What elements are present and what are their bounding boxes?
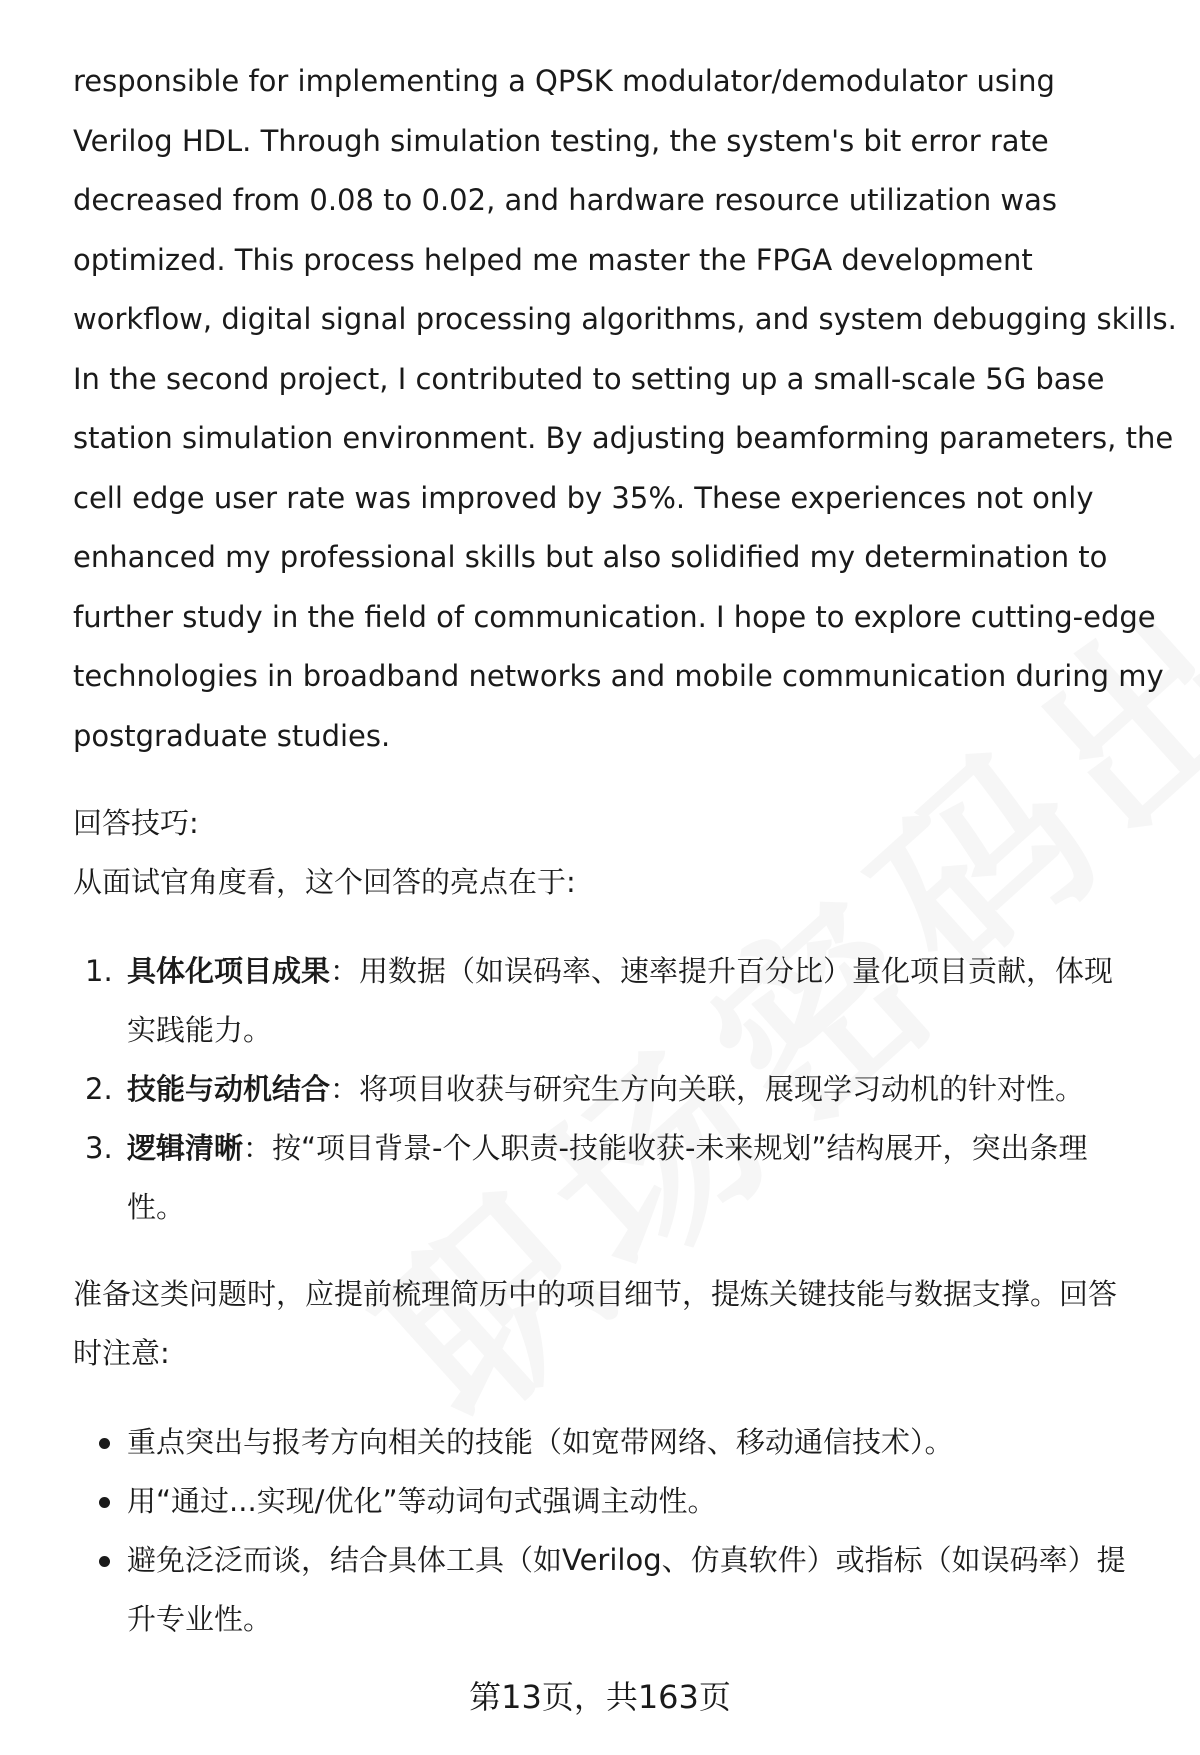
paragraph-line: technologies in broadband networks and mobile communication during my (73, 659, 1164, 693)
item-title: 具体化项目成果 (127, 954, 331, 988)
bullet-list (73, 1413, 1163, 1649)
bullet-text: 重点突出与报考方向相关的技能（如宽带网络、移动通信技术）。 (127, 1425, 954, 1459)
item-text-cont: 实践能力。 (127, 1013, 273, 1047)
paragraph-line: enhanced my professional skills but also solidified my determination to (73, 540, 1108, 574)
list-number: 3. (85, 1131, 113, 1165)
bullet-dot-icon (99, 1438, 110, 1449)
bullet-item (73, 1531, 1163, 1649)
item-text-cont: 性。 (127, 1190, 186, 1224)
prep-line: 时注意: (73, 1336, 170, 1370)
list-item (73, 942, 1163, 1060)
tips-label: 回答技巧: (73, 806, 199, 840)
item-text: ：按“项目背景-个人职责-技能收获-未来规划”结构展开，突出条理 (243, 1131, 1088, 1165)
bullet-dot-icon (99, 1556, 110, 1567)
page-content (73, 52, 1177, 1649)
bullet-dot-icon (99, 1497, 110, 1508)
paragraph-line: responsible for implementing a QPSK modulator/demodulator using (73, 64, 1055, 98)
paragraph-line: cell edge user rate was improved by 35%. These experiences not only (73, 480, 1094, 515)
paragraph-line: station simulation environment. By adjusting beamforming parameters, the (73, 421, 1174, 455)
paragraph-line: postgraduate studies. (73, 718, 391, 753)
prep-paragraph (73, 1265, 1163, 1383)
page-number-footer: 第13页，共163页 (469, 1678, 731, 1716)
bullet-item (73, 1413, 1163, 1472)
prep-line: 准备这类问题时，应提前梳理简历中的项目细节，提炼关键技能与数据支撑。回答 (73, 1277, 1118, 1311)
item-title: 技能与动机结合 (127, 1072, 331, 1106)
tips-list (73, 942, 1163, 1237)
paragraph-line: In the second project, I contributed to setting up a small-scale 5G base (73, 361, 1105, 396)
item-text: ：用数据（如误码率、速率提升百分比）量化项目贡献，体现 (330, 954, 1114, 988)
bullet-text-cont: 升专业性。 (127, 1602, 273, 1636)
list-number: 1. (85, 954, 113, 988)
paragraph-line: optimized. This process helped me master the FPGA development (73, 242, 1033, 277)
bullet-text: 避免泛泛而谈，结合具体工具（如Verilog、仿真软件）或指标（如误码率）提 (127, 1543, 1126, 1577)
item-text: ：将项目收获与研究生方向关联，展现学习动机的针对性。 (330, 1072, 1085, 1106)
tips-intro: 从面试官角度看，这个回答的亮点在于: (73, 865, 576, 899)
list-number: 2. (85, 1072, 113, 1106)
answer-paragraph (73, 52, 1177, 766)
paragraph-line: workflow, digital signal processing algorithms, and system debugging skills. (73, 302, 1177, 336)
list-item (73, 1060, 1163, 1119)
bullet-item (73, 1472, 1163, 1531)
bullet-text: 用“通过...实现/优化”等动词句式强调主动性。 (127, 1484, 717, 1518)
item-title: 逻辑清晰 (127, 1131, 244, 1165)
paragraph-line: further study in the field of communication. I hope to explore cutting-edge (73, 599, 1156, 634)
paragraph-line: Verilog HDL. Through simulation testing, the system's bit error rate (73, 123, 1049, 158)
list-item (73, 1119, 1163, 1237)
paragraph-line: decreased from 0.08 to 0.02, and hardware resource utilization was (73, 183, 1058, 217)
